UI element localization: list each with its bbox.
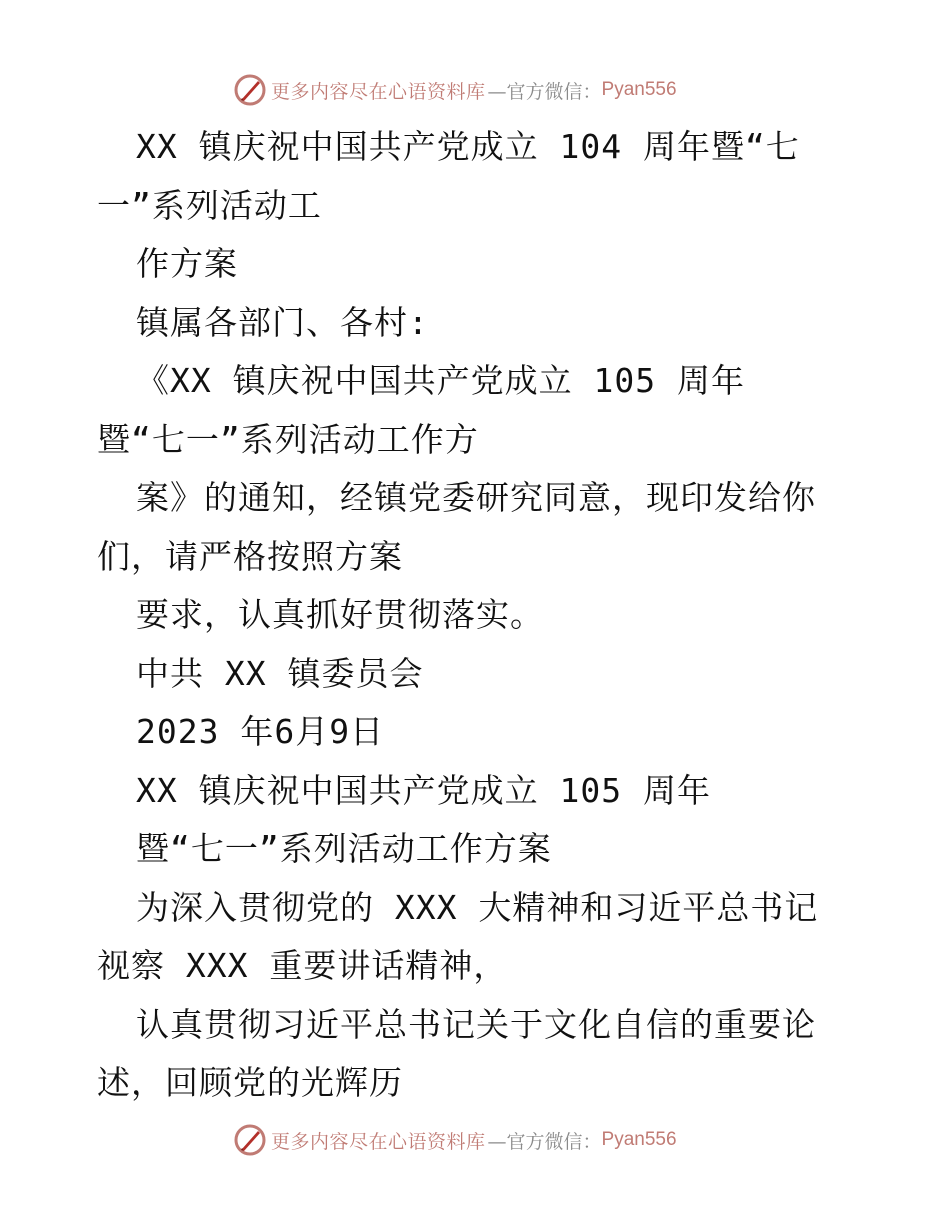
paragraph: XX 镇庆祝中国共产党成立 105 周年 <box>136 770 711 810</box>
header-watermark <box>233 73 677 107</box>
paragraph: 《XX 镇庆祝中国共产党成立 105 周年暨“七一”系列活动工作方 <box>97 361 745 459</box>
paragraph: 作方案 <box>136 244 238 283</box>
paragraph: 为深入贯彻党的 XXX 大精神和习近平总书记视察 XXX 重要讲话精神， <box>97 887 819 985</box>
document-body <box>97 118 857 1113</box>
paragraph: 2023 年6月9日 <box>136 712 385 751</box>
paragraph: XX 镇庆祝中国共产党成立 104 周年暨“七一”系列活动工 <box>97 127 800 225</box>
paragraph: 要求，认真抓好贯彻落实。 <box>136 595 544 634</box>
watermark-account-id: Pyan556 <box>601 1129 677 1150</box>
watermark-official-label: —官方微信： <box>487 80 602 103</box>
paragraph: 认真贯彻习近平总书记关于文化自信的重要论述，回顾党的光辉历 <box>97 1004 816 1102</box>
paragraph: 暨“七一”系列活动工作方案 <box>136 829 552 868</box>
watermark-account-id: Pyan556 <box>601 79 677 100</box>
watermark-official-label: —官方微信： <box>487 1130 602 1153</box>
paragraph: 中共 XX 镇委员会 <box>136 653 424 693</box>
quill-logo-icon <box>233 73 267 107</box>
footer-watermark <box>233 1123 677 1157</box>
watermark-promo-text: 更多内容尽在心语资料库 <box>271 80 486 103</box>
watermark-promo-text: 更多内容尽在心语资料库 <box>271 1130 486 1153</box>
paragraph: 案》的通知，经镇党委研究同意，现印发给你们，请严格按照方案 <box>97 478 816 576</box>
quill-logo-icon <box>233 1123 267 1157</box>
paragraph: 镇属各部门、各村: <box>136 302 429 342</box>
